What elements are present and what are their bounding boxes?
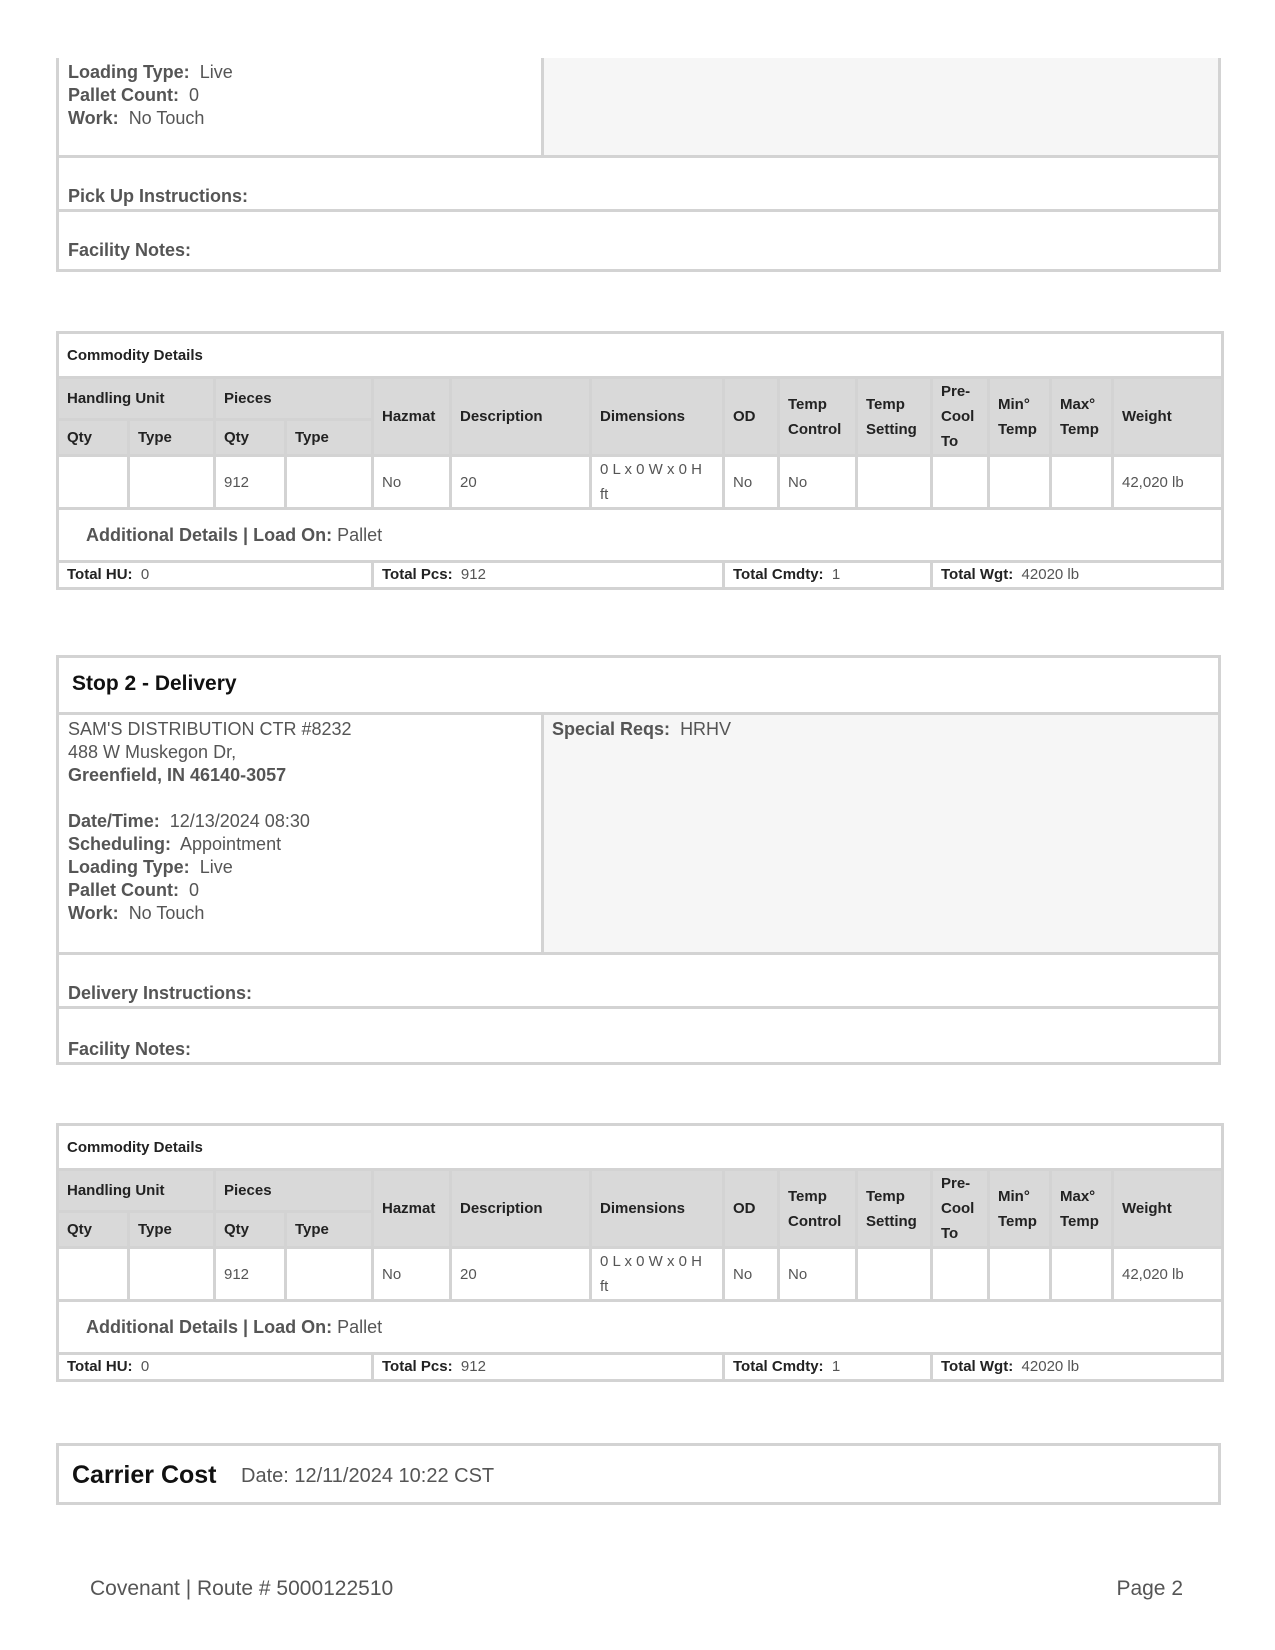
total-hu: Total HU: 0	[58, 562, 373, 589]
pre-cool-cell	[932, 1248, 989, 1301]
loading-type-line: Loading Type: Live	[68, 857, 233, 877]
temp-control-header: Temp Control	[779, 1170, 857, 1248]
work-line: Work: No Touch	[68, 108, 205, 128]
weight-header: Weight	[1113, 378, 1223, 456]
city-state-zip: Greenfield, IN 46140-3057	[68, 765, 287, 785]
carrier-cost-title: Carrier Cost	[72, 1461, 217, 1489]
hu-qty-cell	[58, 456, 129, 509]
pcs-qty-header: Qty	[215, 1211, 286, 1247]
table-row	[58, 456, 1223, 509]
total-wgt: Total Wgt: 42020 lb	[932, 1354, 1223, 1381]
delivery-instructions-label: Delivery Instructions:	[68, 983, 253, 1003]
hu-qty-cell	[58, 1248, 129, 1301]
hazmat-cell: No	[373, 456, 451, 509]
commodity-title: Commodity Details	[58, 1125, 1223, 1170]
divider	[59, 1006, 1218, 1009]
description-header: Description	[451, 378, 591, 456]
stop2-special-pane	[541, 715, 1218, 952]
pickup-instructions-label: Pick Up Instructions:	[68, 186, 249, 206]
od-header: OD	[724, 1170, 779, 1248]
divider	[59, 155, 1218, 158]
total-hu: Total HU: 0	[58, 1354, 373, 1381]
footer-route: Covenant | Route # 5000122510	[90, 1577, 394, 1600]
total-wgt: Total Wgt: 42020 lb	[932, 562, 1223, 589]
pcs-qty-cell: 912	[215, 456, 286, 509]
stop2-panel	[56, 655, 1221, 1065]
pcs-qty-cell: 912	[215, 1248, 286, 1301]
carrier-cost-panel	[56, 1443, 1221, 1505]
pre-cool-header: Pre-Cool To	[932, 1170, 989, 1248]
pcs-type-cell	[286, 456, 373, 509]
facility-notes-label: Facility Notes:	[68, 1039, 192, 1059]
temp-control-header: Temp Control	[779, 378, 857, 456]
max-temp-header: Max° Temp	[1051, 1170, 1113, 1248]
temp-control-cell: No	[779, 1248, 857, 1301]
od-cell: No	[724, 1248, 779, 1301]
pcs-type-cell	[286, 1248, 373, 1301]
loading-type-line: Loading Type: Live	[68, 62, 233, 82]
commodity-table-2	[56, 1123, 1221, 1382]
stop1-special-pane	[541, 58, 1218, 155]
min-temp-cell	[989, 1248, 1051, 1301]
description-cell: 20	[451, 1248, 591, 1301]
divider	[59, 209, 1218, 212]
pieces-header: Pieces	[215, 1170, 373, 1212]
hu-qty-header: Qty	[58, 1211, 129, 1247]
max-temp-cell	[1051, 1248, 1113, 1301]
pcs-qty-header: Qty	[215, 419, 286, 455]
handling-unit-header: Handling Unit	[58, 1170, 215, 1212]
additional-details: Additional Details | Load On: Pallet	[58, 509, 1223, 562]
hu-qty-header: Qty	[58, 419, 129, 455]
stop1-details	[68, 61, 233, 130]
min-temp-header: Min° Temp	[989, 1170, 1051, 1248]
max-temp-header: Max° Temp	[1051, 378, 1113, 456]
stop2-address-block	[68, 718, 352, 925]
pieces-header: Pieces	[215, 378, 373, 420]
temp-control-cell: No	[779, 456, 857, 509]
hu-type-header: Type	[129, 1211, 215, 1247]
stop1-panel	[56, 58, 1221, 272]
weight-cell: 42,020 lb	[1113, 1248, 1223, 1301]
pre-cool-cell	[932, 456, 989, 509]
description-header: Description	[451, 1170, 591, 1248]
pcs-type-header: Type	[286, 1211, 373, 1247]
max-temp-cell	[1051, 456, 1113, 509]
street-address: 488 W Muskegon Dr,	[68, 742, 237, 762]
footer-page-number: Page 2	[1116, 1577, 1183, 1600]
hazmat-cell: No	[373, 1248, 451, 1301]
total-pcs: Total Pcs: 912	[373, 562, 724, 589]
pallet-count-line: Pallet Count: 0	[68, 85, 200, 105]
facility-name: SAM'S DISTRIBUTION CTR #8232	[68, 719, 352, 739]
min-temp-header: Min° Temp	[989, 378, 1051, 456]
handling-unit-header: Handling Unit	[58, 378, 215, 420]
work-line: Work: No Touch	[68, 903, 205, 923]
temp-setting-cell	[857, 456, 932, 509]
pallet-count-line: Pallet Count: 0	[68, 880, 200, 900]
divider	[59, 952, 1218, 955]
facility-notes-label: Facility Notes:	[68, 240, 192, 260]
total-cmdty: Total Cmdty: 1	[724, 562, 932, 589]
total-pcs: Total Pcs: 912	[373, 1354, 724, 1381]
weight-header: Weight	[1113, 1170, 1223, 1248]
temp-setting-header: Temp Setting	[857, 1170, 932, 1248]
special-reqs-line: Special Reqs: HRHV	[552, 719, 732, 739]
table-row	[58, 1248, 1223, 1301]
dimensions-header: Dimensions	[591, 1170, 724, 1248]
hu-type-header: Type	[129, 419, 215, 455]
description-cell: 20	[451, 456, 591, 509]
datetime-line: Date/Time: 12/13/2024 08:30	[68, 811, 310, 831]
temp-setting-header: Temp Setting	[857, 378, 932, 456]
od-header: OD	[724, 378, 779, 456]
pre-cool-header: Pre-Cool To	[932, 378, 989, 456]
temp-setting-cell	[857, 1248, 932, 1301]
stop2-title: Stop 2 - Delivery	[72, 672, 237, 695]
hazmat-header: Hazmat	[373, 1170, 451, 1248]
total-cmdty: Total Cmdty: 1	[724, 1354, 932, 1381]
weight-cell: 42,020 lb	[1113, 456, 1223, 509]
min-temp-cell	[989, 456, 1051, 509]
pcs-type-header: Type	[286, 419, 373, 455]
carrier-cost-date: Date: 12/11/2024 10:22 CST	[241, 1465, 495, 1487]
dimensions-cell: 0 L x 0 W x 0 H ft	[591, 1248, 724, 1301]
commodity-details-table	[56, 331, 1224, 590]
hu-type-cell	[129, 456, 215, 509]
commodity-details-table	[56, 1123, 1224, 1382]
dimensions-header: Dimensions	[591, 378, 724, 456]
commodity-table-1	[56, 331, 1221, 590]
additional-details: Additional Details | Load On: Pallet	[58, 1301, 1223, 1354]
hu-type-cell	[129, 1248, 215, 1301]
od-cell: No	[724, 456, 779, 509]
hazmat-header: Hazmat	[373, 378, 451, 456]
commodity-title: Commodity Details	[58, 333, 1223, 378]
dimensions-cell: 0 L x 0 W x 0 H ft	[591, 456, 724, 509]
scheduling-line: Scheduling: Appointment	[68, 834, 282, 854]
